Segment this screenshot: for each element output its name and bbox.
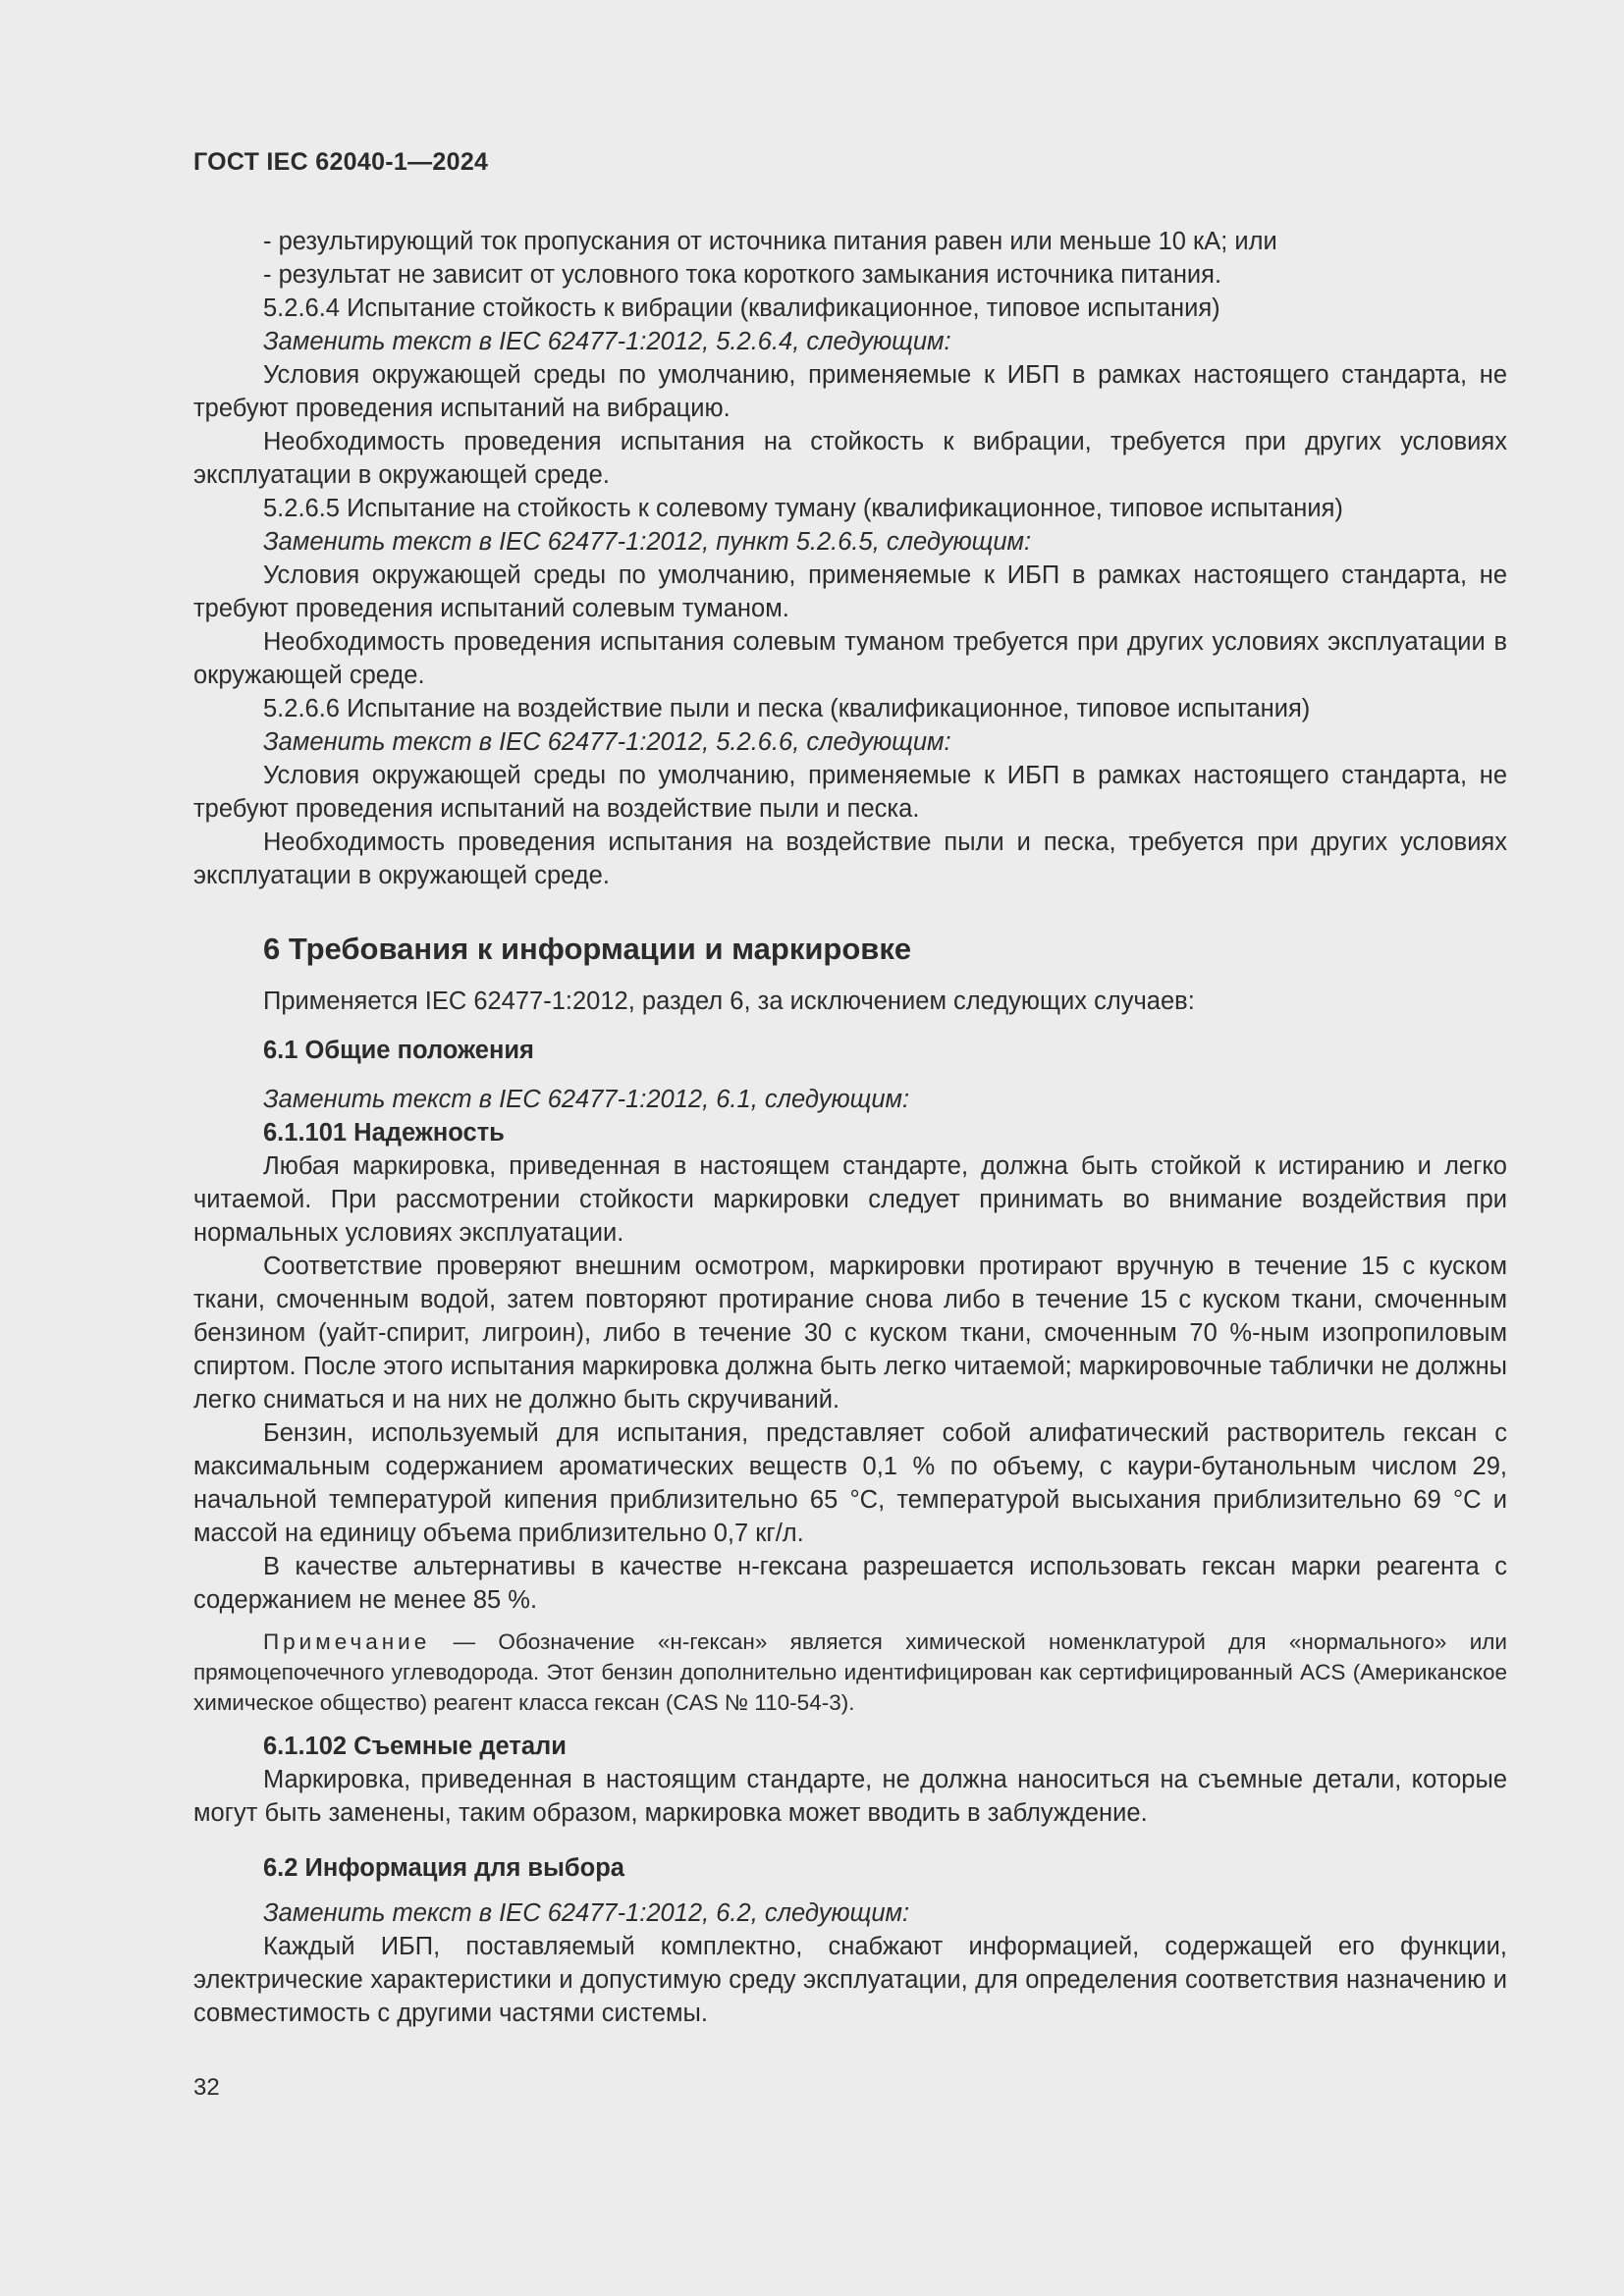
body-paragraph: В качестве альтернативы в качестве н-гексана разрешается использовать гексан марки реагента с содержанием не менее 85 %. <box>193 1553 1507 1614</box>
note-label: Примечание <box>263 1629 431 1654</box>
page-number: 32 <box>193 2074 220 2101</box>
body-paragraph: Бензин, используемый для испытания, представляет собой алифатический растворитель гексан с максимальным содержанием ароматических веществ 0,1 % по объему, с каури-бутанольным числом 29, начальной температурой кипения приблизительно 65 °С, температурой высыхания приблизительно 69 °С и массой на единицу объема приблизительно 0,7 кг/л. <box>193 1419 1507 1547</box>
replace-instruction: Заменить текст в IEC 62477-1:2012, пункт 5.2.6.5, следующим: <box>263 528 1032 556</box>
body-paragraph: Условия окружающей среды по умолчанию, применяемые к ИБП в рамках настоящего стандарта, не требуют проведения испытаний на вибрацию. <box>193 361 1507 422</box>
replace-instruction: Заменить текст в IEC 62477-1:2012, 5.2.6.6, следующим: <box>263 728 951 756</box>
body-paragraph: Необходимость проведения испытания на воздействие пыли и песка, требуется при других условиях эксплуатации в окружающей среде. <box>193 828 1507 889</box>
body-paragraph: Любая маркировка, приведенная в настоящем стандарте, должна быть стойкой к истиранию и легко читаемой. При рассмотрении стойкости маркировки следует принимать во внимание воздействия при нормальных условиях эксплуатации. <box>193 1152 1507 1247</box>
note-text: — Обозначение «н-гексан» является химической номенклатурой для «нормального» или прямоцепочечного углеводорода. Этот бензин дополнительно идентифицирован как сертифицированный ACS (Американское химическое общество) реагент класса гексан (CAS № 110-54-3). <box>193 1629 1507 1715</box>
section-lead: Применяется IEC 62477-1:2012, раздел 6, за исключением следующих случаев: <box>263 988 1195 1015</box>
body-paragraph: Условия окружающей среды по умолчанию, применяемые к ИБП в рамках настоящего стандарта, не требуют проведения испытаний на воздействие пыли и песка. <box>193 762 1507 823</box>
replace-instruction: Заменить текст в IEC 62477-1:2012, 5.2.6.4, следующим: <box>263 328 951 355</box>
list-item: - результат не зависит от условного тока короткого замыкания источника питания. <box>263 261 1222 289</box>
clause-heading: 5.2.6.5 Испытание на стойкость к солевому туману (квалификационное, типовое испытания) <box>263 495 1343 522</box>
document-body <box>193 225 1507 2030</box>
body-paragraph: Каждый ИБП, поставляемый комплектно, снабжают информацией, содержащей его функции, электрические характеристики и допустимую среду эксплуатации, для определения соответствия назначению и совместимость с другими частями системы. <box>193 1933 1507 2027</box>
body-paragraph: Необходимость проведения испытания на стойкость к вибрации, требуется при других условиях эксплуатации в окружающей среде. <box>193 428 1507 489</box>
body-paragraph: Соответствие проверяют внешним осмотром, маркировки протирают вручную в течение 15 с куском ткани, смоченным водой, затем повторяют протирание снова либо в течение 15 с куском ткани, смоченным бензином (уайт-спирит, лигроин), либо в течение 30 с куском ткани, смоченным 70 %-ным изопропиловым спиртом. После этого испытания маркировка должна быть легко читаемой; маркировочные таблички не должны легко сниматься и на них не должно быть скручиваний. <box>193 1253 1507 1414</box>
subclause-heading: 6.1.101 Надежность <box>263 1119 505 1147</box>
clause-heading: 5.2.6.6 Испытание на воздействие пыли и песка (квалификационное, типовое испытания) <box>263 695 1311 722</box>
document-header: ГОСТ IEC 62040-1—2024 <box>193 148 489 176</box>
clause-heading: 5.2.6.4 Испытание стойкость к вибрации (квалификационное, типовое испытания) <box>263 294 1220 322</box>
subclause-heading: 6.1.102 Съемные детали <box>263 1733 567 1760</box>
subsection-heading: 6.1 Общие положения <box>263 1037 534 1064</box>
note <box>193 1627 1507 1718</box>
body-paragraph: Необходимость проведения испытания солевым туманом требуется при других условиях эксплуатации в окружающей среде. <box>193 628 1507 689</box>
subsection-heading: 6.2 Информация для выбора <box>263 1854 624 1882</box>
list-item: - результирующий ток пропускания от источника питания равен или меньше 10 кА; или <box>263 228 1277 255</box>
section-heading: 6 Требования к информации и маркировке <box>263 932 912 966</box>
replace-instruction: Заменить текст в IEC 62477-1:2012, 6.2, следующим: <box>263 1899 910 1927</box>
replace-instruction: Заменить текст в IEC 62477-1:2012, 6.1, следующим: <box>263 1086 910 1113</box>
body-paragraph: Маркировка, приведенная в настоящим стандарте, не должна наноситься на съемные детали, которые могут быть заменены, таким образом, маркировка может вводить в заблуждение. <box>193 1766 1507 1827</box>
body-paragraph: Условия окружающей среды по умолчанию, применяемые к ИБП в рамках настоящего стандарта, не требуют проведения испытаний солевым туманом. <box>193 561 1507 622</box>
